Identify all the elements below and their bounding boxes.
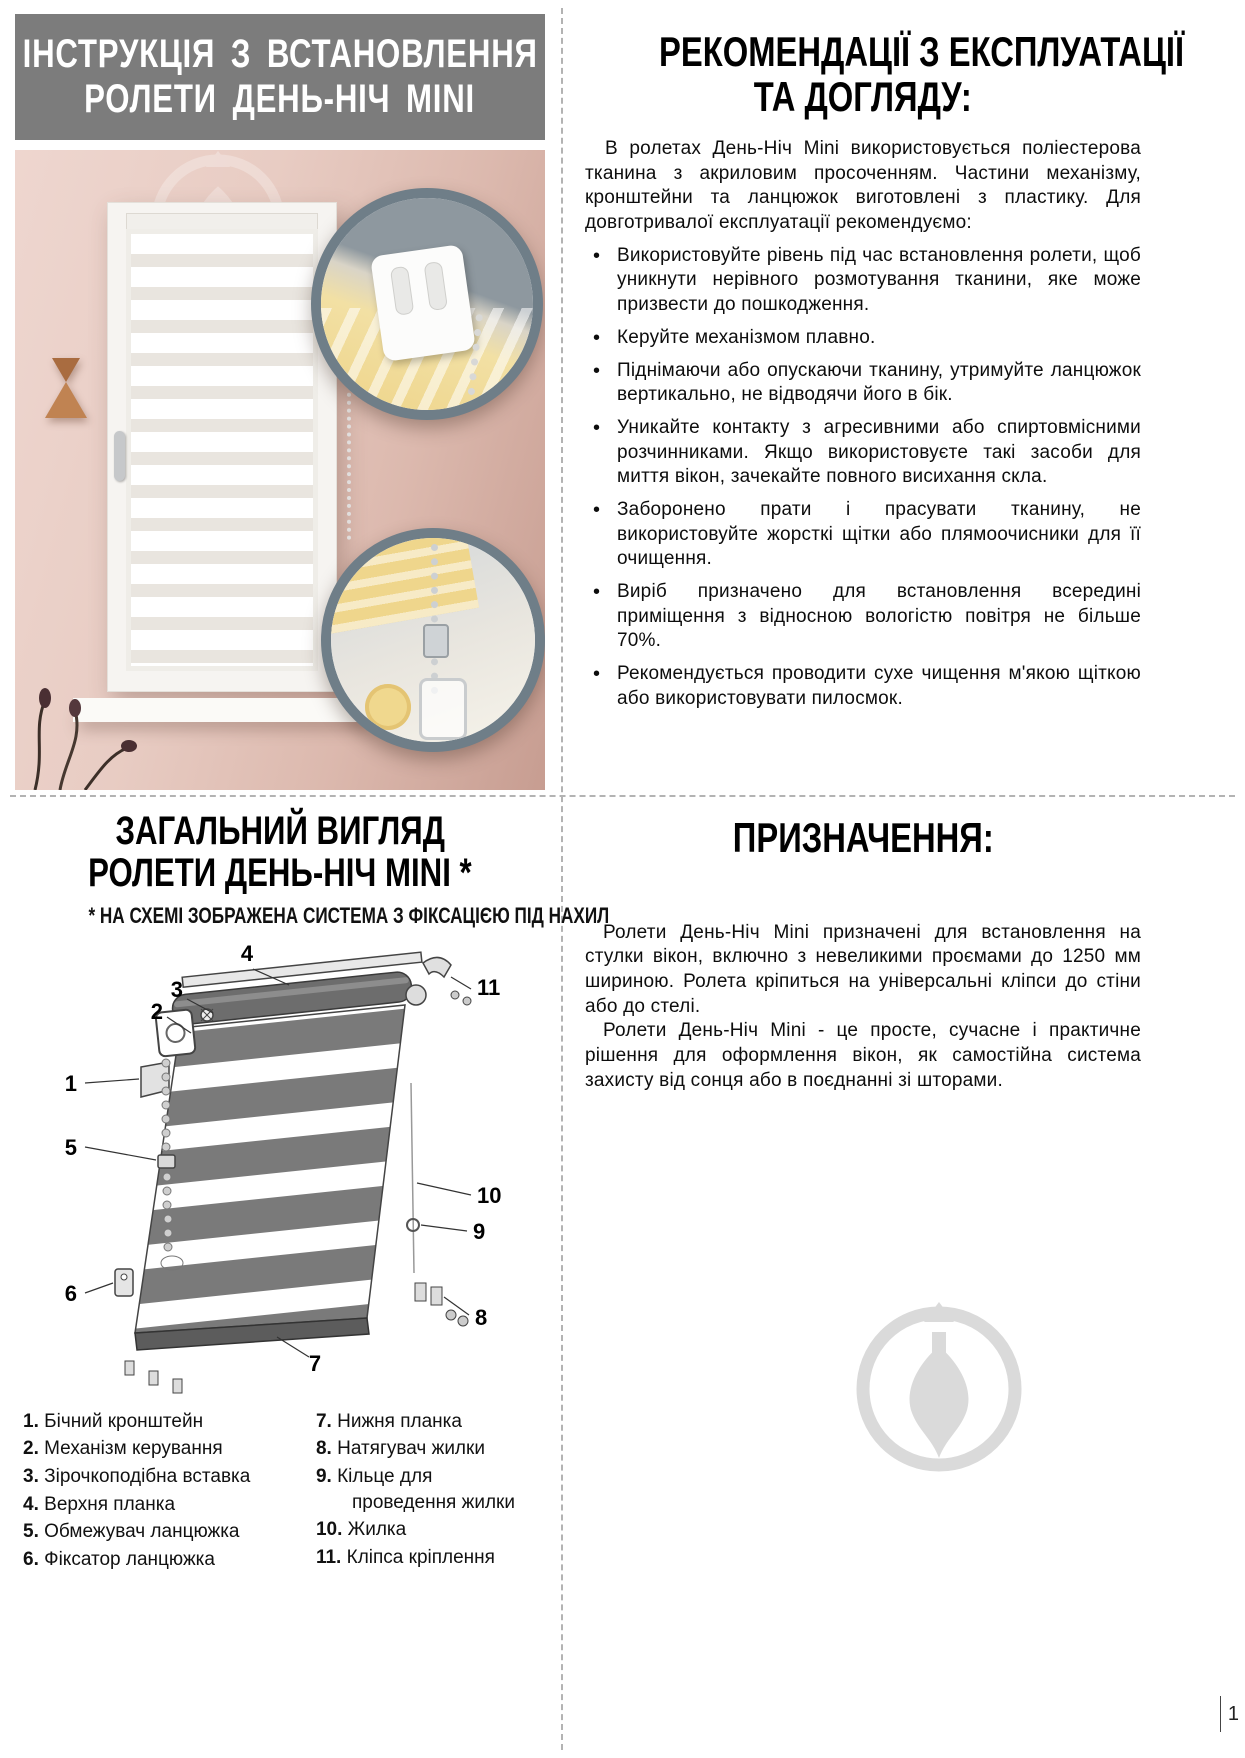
installation-photo <box>15 150 545 790</box>
mounting-clip <box>423 957 471 1005</box>
callout-7: 7 <box>308 1350 322 1376</box>
legend-item: 11. Кліпса кріплення <box>315 1546 495 1568</box>
chain-connector-clip <box>423 624 449 658</box>
bullet-icon: • <box>593 416 601 439</box>
chain-weight <box>419 678 467 740</box>
care-title: РЕКОМЕНДАЦІЇ З ЕКСПЛУАТАЦІЇ ТА ДОГЛЯДУ: <box>659 28 1185 120</box>
callout-9: 9 <box>473 1218 486 1244</box>
purpose-paragraph-2: Ролети День-Ніч Mini - це просте, сучасне і практичне рішення для оформлення вікон, як самостійна система захисту від сонця або в поєднанні зі шторами. <box>585 1020 1141 1091</box>
care-bullet-item: • Керуйте механізмом плавно. <box>593 326 876 349</box>
inset-top-mechanism <box>370 244 476 362</box>
lamp-shade-bottom <box>45 382 87 418</box>
brand-watermark-icon <box>846 1296 1032 1482</box>
day-night-blind <box>126 229 318 671</box>
bullet-icon: • <box>593 663 601 686</box>
lamp-shade-top <box>52 358 80 382</box>
inset-detail-mechanism <box>311 188 543 420</box>
callout-1: 1 <box>64 1070 77 1096</box>
legend-item: 2. Механізм керування <box>23 1438 223 1460</box>
vertical-divider <box>561 8 563 1750</box>
callout-6: 6 <box>64 1280 77 1306</box>
purpose-paragraph-1: Ролети День-Ніч Mini призначені для встановлення на стулки вікон, включно з невеликими проємами до 1250 мм шириною. Ролета кріпиться на універсальні кліпси до стіни або до стелі. <box>585 921 1141 1017</box>
legend-item: 9. Кільце для проведення жилки <box>315 1466 515 1513</box>
care-bullet-item: • Уникайте контакту з агресивними або спиртовмісними розчинниками. Якщо використовуєте такі засоби для миття вікон, зачекайте повного висихання скла. <box>593 416 1141 488</box>
legend-column-1 <box>23 1409 316 1575</box>
legend-item: 4. Верхня планка <box>23 1493 176 1515</box>
blind-diagram <box>15 933 545 1403</box>
wall-lamp <box>45 358 87 418</box>
legend-item: 10. Жилка <box>315 1519 407 1541</box>
care-bullet-item: • Піднімаючи або опускаючи тканину, утримуйте ланцюжок вертикально, не відводячи його в бік. <box>593 359 1141 406</box>
bullet-icon: • <box>593 359 601 382</box>
legend-item: 5. Обмежувач ланцюжка <box>23 1521 240 1543</box>
callout-3: 3 <box>170 976 183 1002</box>
mechanism-slot <box>424 261 449 311</box>
chain-weight-disc <box>365 684 411 730</box>
installation-title-banner <box>15 14 545 140</box>
care-bullet-item: • Рекомендується проводити сухе чищення м'якою щіткою або використовувати пилосмок. <box>593 663 1141 709</box>
callout-11: 11 <box>477 974 501 1000</box>
bullet-icon: • <box>593 326 601 349</box>
cord-line <box>411 1083 414 1273</box>
care-section <box>585 28 1185 719</box>
care-bullet-item: • Виріб призначено для встановлення всередині приміщення з відносною вологістю повітря не більше 70%. <box>593 581 1141 652</box>
legend-item: 8. Натягувач жилки <box>315 1438 485 1460</box>
inset-detail-chain-weight <box>321 528 545 752</box>
purpose-section <box>585 816 1141 1093</box>
plant-branches <box>15 670 185 790</box>
inset-bottom-bead-chain <box>431 544 438 694</box>
legend-item: 7. Нижня планка <box>315 1410 462 1432</box>
installation-title-line2: РОЛЕТИ ДЕНЬ-НІЧ MINI <box>84 77 476 121</box>
legend-item: 6. Фіксатор ланцюжка <box>23 1548 215 1570</box>
callout-4: 4 <box>240 940 254 966</box>
bullet-icon: • <box>593 498 601 521</box>
legend-item: 3. Зірочкоподібна вставка <box>23 1466 251 1488</box>
overview-section <box>15 809 610 1575</box>
callout-5: 5 <box>64 1134 77 1160</box>
chain-limiter <box>158 1155 175 1168</box>
window-frame <box>107 202 337 692</box>
star-insert <box>201 1009 213 1021</box>
overview-title: ЗАГАЛЬНИЙ ВИГЛЯД РОЛЕТИ ДЕНЬ-НІЧ MINI * <box>88 809 472 896</box>
legend-item: 1. Бічний кронштейн <box>23 1410 204 1432</box>
care-bullet-item: • Використовуйте рівень під час встановлення ролети, щоб уникнути нерівного розмотування тканини, яке може призвести до пошкодження. <box>593 244 1141 316</box>
window-handle <box>114 431 125 481</box>
bullet-icon: • <box>593 581 601 604</box>
callout-2: 2 <box>150 998 163 1024</box>
page-number: 1 <box>1220 1696 1239 1732</box>
care-intro: В ролетах День-Ніч Mini використовується поліестерова тканина з акриловим просоченням. Частини механізму, кронштейни та ланцюжок виготовлені з пластику. Для довготривалої експлуатації рекомендуємо: <box>585 138 1141 234</box>
page-number-rule <box>1220 1696 1221 1732</box>
callout-10: 10 <box>477 1182 502 1208</box>
legend-column-2 <box>316 1409 537 1575</box>
bullet-icon: • <box>593 244 601 267</box>
overview-subtitle: * НА СХЕМІ ЗОБРАЖЕНА СИСТЕМА З ФІКСАЦІЄЮ ПІД НАХИЛ <box>88 902 610 928</box>
care-bullet-item: • Заборонено прати і прасувати тканину, не використовуйте жорсткі щітки або плямоочисники для її очищення. <box>593 498 1141 570</box>
mechanism-slot <box>390 266 415 316</box>
roller-end-cap <box>406 985 426 1005</box>
installation-title-line1: ІНСТРУКЦІЯ З ВСТАНОВЛЕННЯ <box>22 32 538 77</box>
cord-tensioner <box>415 1283 468 1326</box>
care-bullet-list <box>585 244 1141 712</box>
horizontal-divider <box>10 795 1235 797</box>
parts-legend <box>15 1409 545 1575</box>
purpose-title: ПРИЗНАЧЕННЯ: <box>732 814 994 861</box>
callout-8: 8 <box>475 1304 488 1330</box>
